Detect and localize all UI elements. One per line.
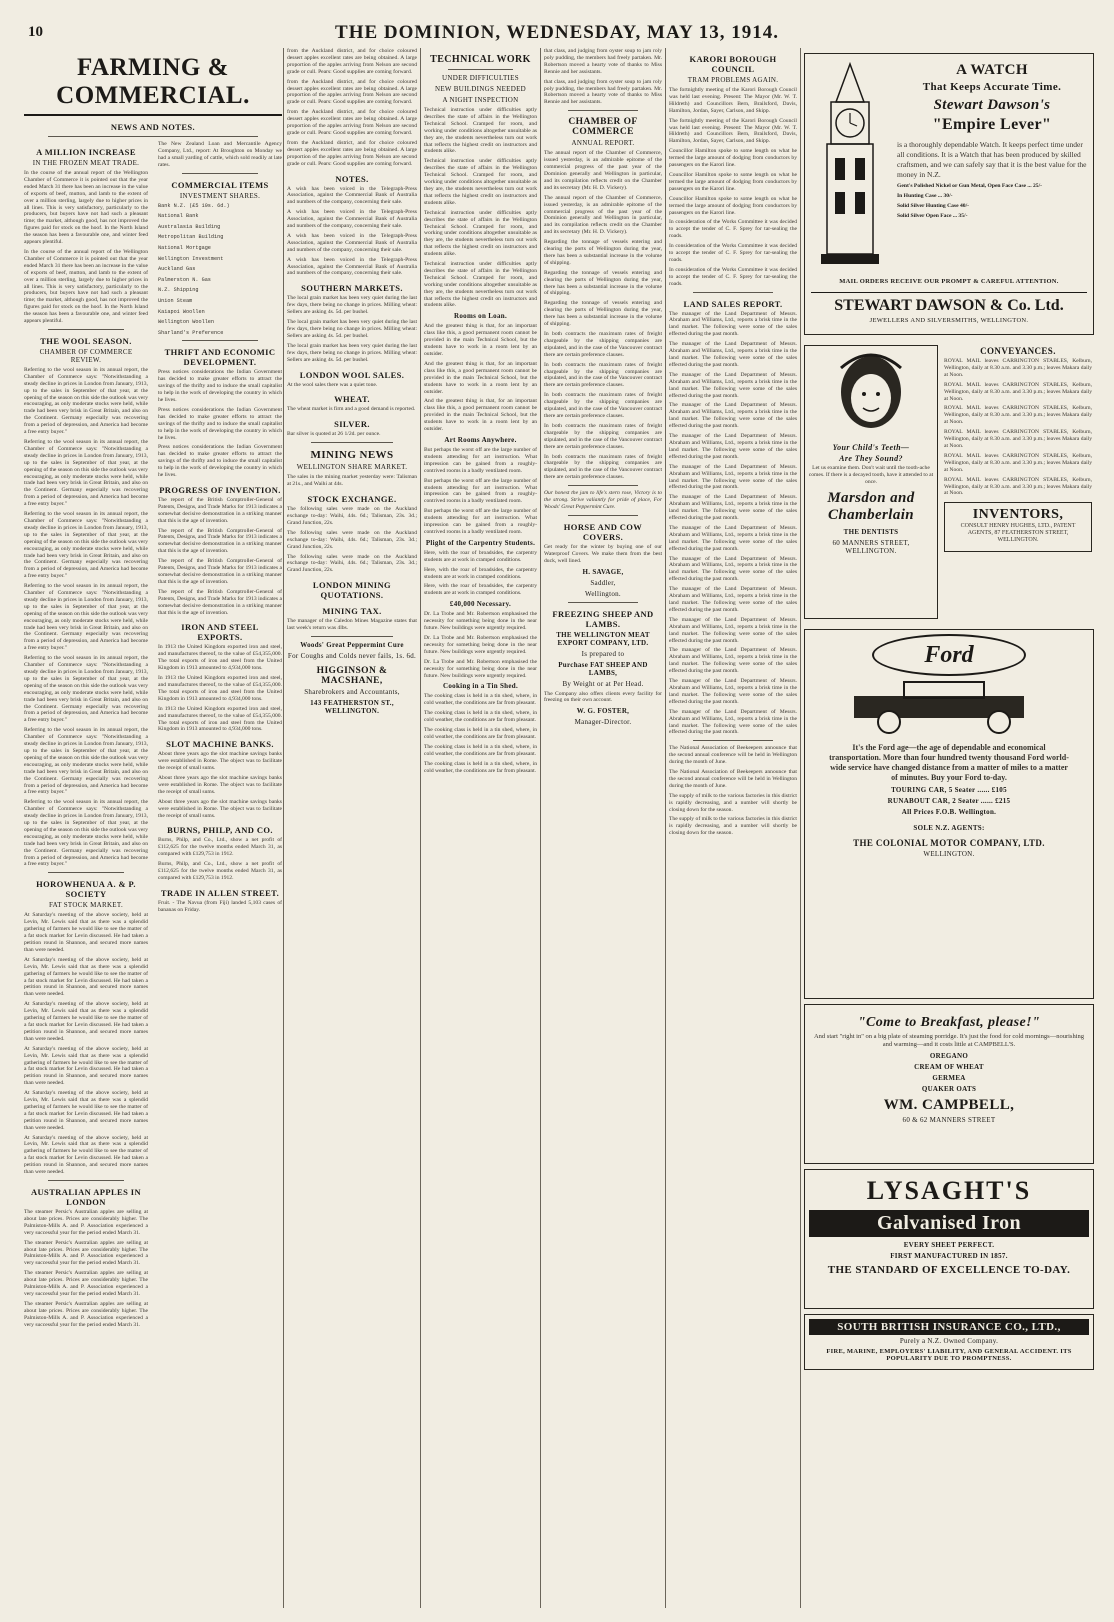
article-body: Technical instruction under difficulties aptly describes the state of affairs in the Wellington Technical School. Cramped for room, and working under conditions altogether unsuitable as they are, the students nevertheless turn out work that reflects the highest credit on instructors and students alike. <box>424 261 537 309</box>
column-rule <box>283 48 284 1608</box>
article-title: SOUTHERN MARKETS. <box>301 283 403 294</box>
article-body: The manager of the Land Department of Messrs. Abraham and Williams, Ltd., reports a brisk time in the land market. The following were some of the sales effected during the past month. <box>669 341 797 368</box>
dentist-sub: THE DENTISTS <box>843 527 899 536</box>
article-body: In the course of the annual report of the Wellington Chamber of Commerce it is pointed out that the year ended March 31 there has been an increase in the value of exports of beef, mutton, and lamb to the extent of over a million sterling, largely due to higher prices in all lines. This is very satisfactory, particularly to the producers, but buyers have not had such a pleasant time; the market, although good, has not improved the figures paid for stock on the hoof. In the North Island the season has been a favourable one, and winter feed appears plentiful. <box>24 170 148 246</box>
article-body: About three years ago the slot machine savings banks were established in Rome. The object was to facilitate the receipt of small sums. <box>158 751 282 772</box>
ad-body: ROYAL MAIL leaves CARRINGTON STABLES, Kelburn, Wellington, daily at 8.30 a.m. and 3.30 p.m.; leaves Makara daily at Noon. <box>944 381 1092 402</box>
article-body: A wish has been voiced in the Telegraph-Press Association, against the Commercial Bank of Australia and numbers of the company, concerning their sale. <box>287 256 417 277</box>
article-body: Press notices considerations the Indian Government has decided to make greater efforts to attract the savings of the thrifty and to induce the small capitalist to help in the work of developing the country in which he lives. <box>158 444 282 479</box>
article-subtitle: ANNUAL REPORT. <box>571 139 635 148</box>
article-body: About three years ago the slot machine savings banks were established in Rome. The object was to facilitate the receipt of small sums. <box>158 775 282 795</box>
article-body: Dr. La Trobe and Mr. Robertson emphasised the necessity for something being done in the near future. New buildings were urgently required. <box>424 658 537 679</box>
article-body: Dr. La Trobe and Mr. Robertson emphasised the necessity for something being done in the near future. New buildings were urgently required. <box>424 611 537 632</box>
share-row: Kaiapoi Woollen <box>158 308 205 315</box>
article-body: Councillor Hamilton spoke to some length on what he termed the large amount of dodging from conductors by passengers on the Karori line. <box>669 148 797 169</box>
article-body: In both contracts the maximum rates of freight chargeable by the shipping companies are stipulated, and in the case of the Vancouver contract there are certain preference clauses. <box>544 453 662 481</box>
ad-line: For Coughs and Colds never fails, 1s. 6d. <box>287 652 417 661</box>
ad-body: Let us examine them. Don't wait until the tooth-ache comes. If there is a decayed tooth, have it attended to at once. <box>808 465 934 485</box>
share-row: National Mortgage <box>158 245 211 251</box>
price-row: All Prices F.O.B. Wellington. <box>901 808 997 816</box>
ad-body: And start "right in" on a big plate of steaming porridge. It's just the food for cold mornings—nourishing and warming—and it costs little at CAMPBELL'S. <box>813 1033 1085 1048</box>
ad-name: W. G. FOSTER, <box>576 707 630 716</box>
article-body: In the course of the annual report of the Wellington Chamber of Commerce it is pointed out that the year ended March 31 there has been an increase in the value of exports of beef, mutton, and lamb to the extent of over a million sterling, largely due to higher prices in all lines. This is very satisfactory, particularly to the producers, but buyers have not had such a pleasant time; the market, although good, has not improved the figures paid for stock on the hoof. In the North Island the season has been a favourable one, and winter feed appears plentiful. <box>24 248 148 325</box>
article-body: At Saturday's meeting of the above society, held at Levin, Mr. Lewis said that as there was a splendid gathering of farmers he would like to see the matter of a fat stock market for Levin discussed. He had taken a petition round in Shannon, and secured more names than were needed. <box>24 956 148 998</box>
article-subtitle: WELLINGTON SHARE MARKET. <box>296 463 408 472</box>
article-body: Burns, Philp, and Co., Ltd., show a net profit of £112,625 for the twelve months ended March 31, as compared with £129,753 in 1912. <box>158 861 282 881</box>
article-body: In both contracts the maximum rates of freight chargeable by the shipping companies are stipulated, and in the case of the Vancouver contract there are certain preference clauses. <box>544 331 662 358</box>
article-body: Councillor Hamilton spoke to some length on what he termed the large amount of dodging from conductors by passengers on the Karori line. <box>669 195 797 216</box>
article-body: The manager of the Land Department of Messrs. Abraham and Williams, Ltd., reports a brisk time in the land market. The following were some of the sales effected during the past month. <box>669 586 797 613</box>
article-body: The manager of the Land Department of Messrs. Abraham and Williams, Ltd., reports a brisk time in the land market. The following were some of the sales effected during the past month. <box>669 678 797 705</box>
ad-title: SOUTH BRITISH INSURANCE CO., LTD., <box>809 1319 1089 1335</box>
ad-product: Galvanised Iron <box>809 1210 1089 1237</box>
article-body: Referring to the wool season in its annual report, the Chamber of Commerce says: "Notwithstanding a steady decline in prices in London from January, 1913, up to the sales in September of that year, at the opening of the season on this side the outlook was very encouraging, as only moderate stocks were held, while trade had been very brisk in Great Britain, and also on the Continent. Germany especially was recovering from a period of depression, and America had become a free entry buyer." <box>24 727 148 796</box>
ad-sub: EVERY SHEET PERFECT. <box>903 1241 995 1249</box>
article-title: WHEAT. <box>334 394 370 405</box>
ad-sub: Purely a N.Z. Owned Company. <box>899 1337 999 1345</box>
article-body: Here, with the roar of broadsides, the carpentry students are at work in cramped conditions. <box>424 549 537 563</box>
article-body: A wish has been voiced in the Telegraph-Press Association, against the Commercial Bank of Australia and numbers of the company, concerning their sale. <box>287 209 417 230</box>
column-advertisements <box>804 48 1094 1375</box>
article-body: About three years ago the slot machine savings banks were established in Rome. The object was to facilitate the receipt of small sums. <box>158 798 282 819</box>
article-subtitle: NEW BUILDINGS NEEDED <box>434 85 527 93</box>
article-title: CHAMBER OF COMMERCE <box>568 117 638 138</box>
article-body: The report of the British Comptroller-General of Patents, Designs, and Trade Marks for 1913 indicates a somewhat decisive demonstration in a striking manner that this is the age of invention. <box>158 588 282 616</box>
article-body: The manager of the Land Department of Messrs. Abraham and Williams, Ltd., reports a brisk time in the land market. The following were some of the sales effected during the past month. <box>669 310 797 338</box>
company-address: 60 & 62 MANNERS STREET <box>902 1116 996 1124</box>
article-body: But perhaps the worst off are the large number of students attending for art instruction. What impression can be gained from a roughly-contrived rooms in a badly ventilated room. <box>424 477 537 505</box>
insurance-ad <box>804 1314 1094 1370</box>
article-body: The local grain market has been very quiet during the last few days, there being no change in prices. Milling wheat: Sellers are asking 4s. 5d. per bushel. <box>287 295 417 316</box>
newspaper-title: THE DOMINION, WEDNESDAY, MAY 13, 1914. <box>335 22 779 43</box>
article-title: TECHNICAL WORK <box>430 54 531 65</box>
ad-body: Get ready for the winter by buying one of our Waterproof Covers. We make them from the best duck, well lined. <box>544 543 662 564</box>
ad-footer: MAIL ORDERS RECEIVE OUR PROMPT & CAREFUL ATTENTION. <box>839 278 1059 285</box>
share-row: Metropolitan Building <box>158 234 224 241</box>
ad-verse: Our honest the jam to life's stern rose, Victory is to the strong. Strive valiantly for pride of place, For Woods' Great Peppermint Cure. <box>544 490 662 510</box>
article-title: PROGRESS OF INVENTION. <box>159 484 281 495</box>
article-body: The steamer Persic's Australian apples are selling at about late prices. Prices are considerably higher. The Palmiston-Mills A. and P. Association experienced a very successful year for the period ended March 31. <box>24 1209 148 1236</box>
article-body: Regarding the tonnage of vessels entering and clearing the ports of Wellington during the year, there has been a substantial increase in the volume of shipping. <box>544 269 662 297</box>
article-body: At Saturday's meeting of the above society, held at Levin, Mr. Lewis said that as there was a splendid gathering of farmers he would like to see the matter of a fat stock market for Levin discussed. He had taken a petition round in Shannon, and secured more names than were needed. <box>24 1001 148 1042</box>
article-body: In 1913 the United Kingdom exported iron and steel, and manufactures thereof, to the value of £54,355,000. The total exports of iron and steel from the United Kingdom in 1913 amounted to 4,934,000 tons. <box>158 675 282 702</box>
article-body: Councillor Hamilton spoke to some length on what he termed the large amount of dodging from conductors by passengers on the Karori line. <box>669 171 797 192</box>
price-list <box>897 183 1087 220</box>
article-body: The manager of the Land Department of Messrs. Abraham and Williams, Ltd., reports a brisk time in the land market. The following were some of the sales effected during the past month. <box>669 524 797 552</box>
article-body: from the Auckland district, and for choice coloured dessert apples excellent rates are being obtained. A large proportion of the apples arriving from Nelson are second grade or cull. Pears: Good supplies are coming forward. <box>287 139 417 167</box>
ad-line: Woods' Great Peppermint Cure <box>300 641 404 650</box>
share-row: Auckland Gas <box>158 266 196 273</box>
ad-body: ROYAL MAIL leaves CARRINGTON STABLES, Kelburn, Wellington, daily at 8.30 a.m. and 3.30 p.m.; leaves Makara daily at Noon. <box>944 452 1092 473</box>
article-body: The sales in the mining market yesterday were: Talisman at 21s., and Waihi at 44s. <box>287 474 417 488</box>
share-row: N.Z. Shipping <box>158 287 199 294</box>
article-title: THE WOOL SEASON. <box>40 335 132 346</box>
section-title: CONVEYANCES. <box>980 346 1056 356</box>
article-body: The cooking class is held in a tin shed, where, in cold weather, the conditions are far from pleasant. <box>424 693 537 707</box>
stewart-dawson-ad <box>804 53 1094 335</box>
ad-firm-name: HIGGINSON & MACSHANE, <box>316 666 388 687</box>
article-body: The manager of the Land Department of Messrs. Abraham and Williams, Ltd., reports a brisk time in the land market. The following were some of the sales effected during the past month. <box>669 647 797 675</box>
article-title: Plight of the Carpentry Students. <box>425 538 536 547</box>
article-body: Here, with the roar of broadsides, the carpentry students are at work in cramped conditions. <box>424 566 537 580</box>
article-body: And the greatest thing is that, for an important class like this, a good permanent room cannot be provided in the main Technical School, but the students have to work in a room lent by an outsider. <box>424 398 537 433</box>
article-body: The manager of the Land Department of Messrs. Abraham and Williams, Ltd., reports a brisk time in the land market. The following were some of the sales effected during the past month. <box>669 494 797 522</box>
article-body: The report of the British Comptroller-General of Patents, Designs, and Trade Marks for 1913 indicates a somewhat decisive demonstration in a striking manner that this is the age of invention. <box>158 558 282 585</box>
inventors-ad <box>944 502 1092 552</box>
article-title: Rooms on Loan. <box>453 312 507 321</box>
article-body: Bar silver is quoted at 26 1/2d. per ounce. <box>287 431 381 438</box>
ad-body: ROYAL MAIL leaves CARRINGTON STABLES, Kelburn, Wellington, daily at 8.30 a.m. and 3.30 p.m.; leaves Makara daily at Noon. <box>944 405 1092 426</box>
article-body: In 1913 the United Kingdom exported iron and steel, and manufactures thereof, to the value of £54,355,000. The total exports of iron and steel from the United Kingdom in 1913 amounted to 4,934,000 tons. <box>158 644 282 672</box>
share-row: Union Steam <box>158 297 193 304</box>
article-body: Referring to the wool season in its annual report, the Chamber of Commerce says: "Notwithstanding a steady decline in prices in London from January, 1913, up to the sales in September of that year, at the opening of the season on this side the outlook was very encouraging, as only moderate stocks were held, while trade had been very brisk in Great Britain, and also on the Continent. Germany especially was recovering from a period of depression, and America had become a free entry buyer." <box>24 366 148 436</box>
article-body: The fortnightly meeting of the Karori Borough Council was held last evening. Present: The Mayor (Mr. W. T. Hildreth) and Councillors Bern, Brailsford, Davis, Hamilton, Jordan, Sayer, Carlson, and Skipp. <box>669 87 797 114</box>
article-subtitle: UNDER DIFFICULTIES <box>442 74 519 82</box>
article-body: The supply of milk to the various factories in this district is rapidly decreasing, and a number will shortly be closing down for the season. <box>669 816 797 837</box>
ad-title: "Come to Breakfast, please!" <box>857 1015 1041 1030</box>
subheading-news-notes: NEWS AND NOTES. <box>110 122 196 132</box>
article-title: COMMERCIAL ITEMS <box>171 179 269 190</box>
article-body: In consideration of the Works Committee it was decided to accept the tender of C. F. Sprey for tar-sealing the roads. <box>669 243 797 263</box>
article-body: Burns, Philp, and Co., Ltd., show a net profit of £112,625 for the twelve months ended March 31, as compared with £129,753 in 1912. <box>158 837 282 858</box>
article-body: The following sales were made on the Auckland exchange to-day: Waihi, 44s. 6d.; Talisman, 23s. 3d.; Grand Junction, 22s. <box>287 553 417 574</box>
article-body: But perhaps the worst off are the large number of students attending for art instruction. What impression can be gained from a roughly-contrived rooms in a badly ventilated room. <box>424 508 537 535</box>
ad-line: By Weight or at Per Head. <box>562 679 644 688</box>
article-title: MINING NEWS <box>310 449 394 462</box>
agents-label: SOLE N.Z. AGENTS: <box>913 824 985 832</box>
ad-brand: Stewart Dawson's <box>933 97 1051 113</box>
article-body: Referring to the wool season in its annual report, the Chamber of Commerce says: "Notwithstanding a steady decline in prices in London from January, 1913, up to the sales in September of that year, at the opening of the season on this side the outlook was very encouraging, as only moderate stocks were held, while trade had been very brisk in Great Britain, and also on the Continent. Germany especially was recovering from a period of depression, and America had become a free entry buyer." <box>24 583 148 652</box>
article-subtitle: IN THE FROZEN MEAT TRADE. <box>32 159 140 167</box>
child-portrait-illustration <box>810 348 932 436</box>
article-body: And the greatest thing is that, for an important class like this, a good permanent room cannot be provided in the main Technical School, but the students have to work in a room lent by an outsider. <box>424 323 537 357</box>
company-name: STEWART DAWSON & Co. Ltd. <box>834 297 1064 314</box>
agents-city: WELLINGTON. <box>923 850 975 858</box>
product-row: OREGANO <box>929 1052 969 1060</box>
article-body: But perhaps the worst off are the large number of students attending for art instruction. What impression can be gained from a roughly-contrived rooms in a badly ventilated room. <box>424 446 537 474</box>
ford-ad <box>804 629 1094 999</box>
article-subtitle: FAT STOCK MARKET. <box>48 901 123 910</box>
article-title: LONDON MINING QUOTATIONS. <box>312 580 392 601</box>
article-body: The New Zealand Loan and Mercantile Agency Company, Ltd., report: At Broughton on Monday we had a small yarding of cattle, which sold readily at late rates. <box>158 141 282 168</box>
article-body: The manager of the Land Department of Messrs. Abraham and Williams, Ltd., reports a brisk time in the land market. The following were some of the sales effected during the past month. <box>669 463 797 491</box>
ad-title: FREEZING SHEEP AND LAMBS. <box>552 608 654 629</box>
dentist-name: Marsdon and Chamberlain <box>827 489 915 523</box>
article-body: from the Auckland district, and for choice coloured dessert apples excellent rates are being obtained. A large proportion of the apples arriving from Nelson are second grade or cull. Pears: Good supplies are coming forward. <box>287 78 417 106</box>
company-sub: JEWELLERS AND SILVERSMITHS, WELLINGTON. <box>869 317 1029 324</box>
article-body: At the wool sales there was a quiet tone. <box>287 381 378 388</box>
article-body: Dr. La Trobe and Mr. Robertson emphasised the necessity for something being done in the near future. New buildings were urgently required. <box>424 635 537 655</box>
article-body: Referring to the wool season in its annual report, the Chamber of Commerce says: "Notwithstanding a steady decline in prices in London from January, 1913, up to the sales in September of that year, at the opening of the season on this side the outlook was very encouraging, as only moderate stocks were held, while trade had been very brisk in Great Britain, and also on the Continent. Germany especially was recovering from a period of depression, and America had become a free entry buyer." <box>24 655 148 724</box>
article-body: The steamer Persic's Australian apples are selling at about late prices. Prices are considerably higher. The Palmiston-Mills A. and P. Association experienced a very successful year for the period ended March 31. <box>24 1270 148 1297</box>
article-body: Press notices considerations the Indian Government has decided to make greater efforts to attract the savings of the thrifty and to induce the small capitalist to help in the work of developing the country in which he lives. <box>158 406 282 441</box>
article-body: The manager of the Land Department of Messrs. Abraham and Williams, Ltd., reports a brisk time in the land market. The following were some of the sales effected during the past month. <box>669 555 797 583</box>
article-body: At Saturday's meeting of the above society, held at Levin, Mr. Lewis said that as there was a splendid gathering of farmers he would like to see the matter of a fat stock market for Levin discussed. He had taken a petition round in Shannon, and secured more names than were needed. <box>24 1045 148 1087</box>
article-body: The local grain market has been very quiet during the last few days, there being no change in prices. Milling wheat: Sellers are asking 4s. 5d. per bushel. <box>287 342 417 363</box>
ad-sub: FIRST MANUFACTURED IN 1857. <box>890 1252 1008 1260</box>
ad-firm-address: 143 FEATHERSTON ST., WELLINGTON. <box>310 699 394 716</box>
article-body: The steamer Persic's Australian apples are selling at about late prices. Prices are considerably higher. The Palmiston-Mills A. and P. Association experienced a very successful year for the period ended March 31. <box>24 1239 148 1267</box>
article-body: At Saturday's meeting of the above society, held at Levin, Mr. Lewis said that as there was a splendid gathering of farmers he would like to see the matter of a fat stock market for Levin discussed. He had taken a petition round in Shannon, and secured more names than were needed. <box>24 1090 148 1131</box>
article-title: HOROWHENUA A. & P. SOCIETY <box>36 879 136 900</box>
article-body: Regarding the tonnage of vessels entering and clearing the ports of Wellington during the year, there has been a substantial increase in the volume of shipping. <box>544 239 662 266</box>
article-body: The following sales were made on the Auckland exchange to-day: Waihi, 44s. 6d.; Talisman, 23s. 3d.; Grand Junction, 22s. <box>287 529 417 550</box>
article-body: The wheat market is firm and a good demand is reported. <box>287 406 416 413</box>
article-title: BURNS, PHILP, AND CO. <box>167 825 273 836</box>
article-body: Fruit. - The Navua (from Fiji) landed 5,103 cases of bananas on Friday. <box>158 899 282 913</box>
article-body: Technical instruction under difficulties aptly describes the state of affairs in the Wellington Technical School. Cramped for room, and working under conditions altogether unsuitable as they are, the students nevertheless turn out work that reflects the highest credit on instructors and students alike. <box>424 209 537 258</box>
article-body: The annual report of the Chamber of Commerce, issued yesterday, is an admirable epitome of the commercial progress of the past year of the Dominion generally and Wellington in particular, and its compilation reflects credit on the Chamber and its secretary (Mr. H. D. Vickery). <box>544 194 662 236</box>
article-title: A MILLION INCREASE <box>36 147 136 157</box>
ad-line: Purchase FAT SHEEP AND LAMBS, <box>558 660 648 677</box>
article-body: The cooking class is held in a tin shed, where, in cold weather, the conditions are far from pleasant. <box>424 743 537 757</box>
ad-body: is a thoroughly dependable Watch. It keeps perfect time under all conditions. It is a Watch that has been produced by skilled craftsmen, and we can safely say that it is the best value for the money in N.Z. <box>897 140 1087 179</box>
share-row: Wellington Investment <box>158 255 224 262</box>
article-body: from the Auckland district, and for choice coloured dessert apples excellent rates are being obtained. A large proportion of the apples arriving from Nelson are second grade or cull. Pears: Good supplies are coming forward. <box>287 109 417 136</box>
ad-line: Is prepared to <box>581 649 625 658</box>
column-karori <box>669 48 797 840</box>
article-body: Technical instruction under difficulties aptly describes the state of affairs in the Wellington Technical School. Cramped for room, and working under conditions altogether unsuitable as they are, the students nevertheless turn out work that reflects the highest credit on instructors and students alike. <box>424 158 537 206</box>
ad-question: Are They Sound? <box>839 454 903 463</box>
car-illustration <box>814 676 1084 738</box>
article-title: MINING TAX. <box>322 606 382 617</box>
price-row: Solid Silver Open Face ... 35/- <box>897 212 968 219</box>
agents-company: THE COLONIAL MOTOR COMPANY, LTD. <box>853 838 1045 848</box>
price-row: RUNABOUT CAR, 2 Seater ...... £215 <box>887 797 1011 805</box>
article-title: KARORI BOROUGH COUNCIL <box>689 54 777 74</box>
share-row: Sharland's Preference <box>158 329 224 336</box>
ad-title: A WATCH <box>956 62 1028 78</box>
ad-name: H. SAVAGE, <box>582 567 624 576</box>
ad-firm-sub: Sharebrokers and Accountants, <box>304 688 400 697</box>
share-row: Australasia Building <box>158 223 221 230</box>
ad-subtitle: That Keeps Accurate Time. <box>922 81 1062 93</box>
campbell-ad <box>804 1004 1094 1164</box>
article-subtitle: CHAMBER OF COMMERCE REVIEW. <box>39 347 133 364</box>
article-body: Referring to the wool season in its annual report, the Chamber of Commerce says: "Notwithstanding a steady decline in prices in London from January, 1913, up to the sales in September of that year, at the opening of the season on this side the outlook was very encouraging, as only moderate stocks were held, while trade had been very brisk in Great Britain, and also on the Continent. Germany especially was recovering from a period of depression, and America had become a free entry buyer." <box>24 799 148 868</box>
product-list <box>809 1052 1089 1093</box>
ad-body: ROYAL MAIL leaves CARRINGTON STABLES, Kelburn, Wellington, daily at 8.30 a.m. and 3.30 p.m.; leaves Makara daily at Noon. <box>944 476 1092 497</box>
article-body: The supply of milk to the various factories in this district is rapidly decreasing, and a number will shortly be closing down for the season. <box>669 792 797 813</box>
ad-body: CONSULT HENRY HUGHES, LTD., PATENT AGENTS, 87 FEATHERSTON STREET, WELLINGTON. <box>960 523 1076 544</box>
article-body: In both contracts the maximum rates of freight chargeable by the shipping companies are stipulated, and in the case of the Vancouver contract there are certain preference clauses. <box>544 422 662 450</box>
article-title: Cooking in a Tin Shed. <box>442 682 518 691</box>
column-rule <box>665 48 666 1608</box>
article-body: that class, and judging from oyster soup to jam roly poly pudding, the members had freely partaken. Mr. Robertson moved a hearty vote of thanks to Miss Rennie and her assistants. <box>544 78 662 106</box>
dentists-ad <box>804 345 938 619</box>
article-body: The National Association of Beekeepers announce that the second annual conference will be held in Wellington during the month of June. <box>669 745 797 766</box>
article-title: AUSTRALIAN APPLES IN LONDON <box>30 1187 142 1207</box>
article-body: Referring to the wool season in its annual report, the Chamber of Commerce says: "Notwithstanding a steady decline in prices in London from January, 1913, up to the sales in September of that year, at the opening of the season on this side the outlook was very encouraging, as only moderate stocks were held, while trade had been very brisk in Great Britain, and also on the Continent. Germany especially was recovering from a period of depression, and America had become a free entry buyer." <box>24 511 148 580</box>
article-title: Art Rooms Anywhere. <box>444 435 517 444</box>
column-markets <box>287 48 417 718</box>
article-title: LAND SALES REPORT. <box>683 298 783 309</box>
article-body: The cooking class is held in a tin shed, where, in cold weather, the conditions are far from pleasant. <box>424 760 537 774</box>
lysaght-ad <box>804 1169 1094 1309</box>
article-body: The cooking class is held in a tin shed, where, in cold weather, the conditions are far from pleasant. <box>424 710 537 724</box>
article-body: The manager of the Land Department of Messrs. Abraham and Williams, Ltd., reports a brisk time in the land market. The following were some of the sales effected during the past month. <box>669 371 797 399</box>
column-farming <box>24 48 282 1332</box>
column-chamber <box>544 48 662 729</box>
article-body: The manager of the Caledon Mines Magazine states that last week's return was 4lbs. <box>287 618 417 632</box>
article-body: from the Auckland district, and for choice coloured dessert apples excellent rates are being obtained. A large proportion of the apples arriving from Nelson are second grade or cull. Pears: Good supplies are coming forward. <box>287 48 417 75</box>
share-row: Wellington Woollen <box>158 319 215 326</box>
article-title: STOCK EXCHANGE. <box>307 494 397 505</box>
share-row: National Bank <box>158 213 199 220</box>
article-body: A wish has been voiced in the Telegraph-Press Association, against the Commercial Bank of Australia and numbers of the company, concerning their sale. <box>287 185 417 206</box>
product-row: GERMEA <box>932 1074 966 1082</box>
ad-title: HORSE AND COW COVERS. <box>563 521 643 542</box>
article-body: The annual report of the Chamber of Commerce, issued yesterday, is an admirable epitome of the commercial progress of the past year of the Dominion generally and Wellington in particular, and its compilation reflects credit on the Chamber and its secretary (Mr. H. D. Vickery). <box>544 150 662 191</box>
ad-model: "Empire Lever" <box>932 116 1052 133</box>
clock-tower-illustration <box>811 62 889 267</box>
dentist-address: 60 MANNERS STREET, WELLINGTON. <box>832 538 910 555</box>
share-row: Palmerston N. Gas <box>158 276 211 283</box>
article-body: Referring to the wool season in its annual report, the Chamber of Commerce says: "Notwithstanding a steady decline in prices in London from January, 1913, up to the sales in September of that year, at the opening of the season on this side the outlook was very encouraging, as only moderate stocks were held, while trade had been very brisk in Great Britain, and also on the Continent. Germany especially was recovering from a period of depression, and America had become a free entry buyer." <box>24 439 148 508</box>
product-row: CREAM OF WHEAT <box>914 1063 984 1071</box>
article-body: And the greatest thing is that, for an important class like this, a good permanent room cannot be provided in the main Technical School, but the students have to work in a room lent by an outsider. <box>424 360 537 395</box>
ad-body: ROYAL MAIL leaves CARRINGTON STABLES, Kelburn, Wellington, daily at 8.30 a.m. and 3.30 p.m.; leaves Makara daily at Noon. <box>944 358 1092 378</box>
ford-logo: Ford <box>872 634 1026 676</box>
ad-role: Manager-Director. <box>574 718 632 727</box>
section-heading: FARMING & COMMERCIAL. <box>24 54 282 116</box>
article-body: The fortnightly meeting of the Karori Borough Council was held last evening. Present: The Mayor (Mr. W. T. Hildreth) and Councillors Bern, Brailsford, Davis, Hamilton, Jordan, Sayer, Carlson, and Skipp. <box>669 117 797 145</box>
column-rule <box>800 48 801 1608</box>
article-subtitle: A NIGHT INSPECTION <box>442 96 519 104</box>
article-body: In consideration of the Works Committee it was decided to accept the tender of C. F. Sprey for tar-sealing the roads. <box>669 219 797 240</box>
article-body: Regarding the tonnage of vessels entering and clearing the ports of Wellington during the year, there has been a substantial increase in the volume of shipping. <box>544 300 662 328</box>
article-title: £40,000 Necessary. <box>449 600 512 609</box>
article-title: SILVER. <box>334 419 370 430</box>
price-row: In Hunting Case ... 30/- <box>897 192 953 199</box>
ad-footer: FIRE, MARINE, EMPLOYERS' LIABILITY, AND GENERAL ACCIDENT. ITS POPULARITY DUE TO PROMPTNESS. <box>826 1348 1072 1362</box>
share-row: Bank N.Z. (£5 10s. 6d.) <box>158 202 230 209</box>
article-body: The manager of the Land Department of Messrs. Abraham and Williams, Ltd., reports a brisk time in the land market. The following were some of the sales effected during the past month. <box>669 708 797 736</box>
ad-body: ROYAL MAIL leaves CARRINGTON STABLES, Kelburn, Wellington, daily at 8.30 a.m. and 3.30 p.m.; leaves Makara daily at Noon. <box>944 429 1092 449</box>
ad-company: THE WELLINGTON MEAT EXPORT COMPANY, LTD. <box>556 630 650 647</box>
article-title: LONDON WOOL SALES. <box>299 369 405 380</box>
article-body: The local grain market has been very quiet during the last few days, there being no change in prices. Milling wheat: Sellers are asking 4s. 5d. per bushel. <box>287 319 417 339</box>
article-body: At Saturday's meeting of the above society, held at Levin, Mr. Lewis said that as there was a splendid gathering of farmers he would like to see the matter of a fat stock market for Levin discussed. He had taken a petition round in Shannon, and secured more names than were needed. <box>24 1134 148 1176</box>
article-subtitle: TRAM PROBLEMS AGAIN. <box>687 76 779 84</box>
price-row: Gent's Polished Nickel or Gun Metal, Open Face Case ... 25/- <box>897 183 1043 189</box>
article-body: The steamer Persic's Australian apples are selling at about late prices. Prices are considerably higher. The Palmiston-Mills A. and P. Association experienced a very successful year for the period ended March 31. <box>24 1300 148 1328</box>
article-body: The manager of the Land Department of Messrs. Abraham and Williams, Ltd., reports a brisk time in the land market. The following were some of the sales effected during the past month. <box>669 616 797 644</box>
article-body: The manager of the Land Department of Messrs. Abraham and Williams, Ltd., reports a brisk time in the land market. The following were some of the sales effected during the past month. <box>669 433 797 460</box>
ad-body: The Company also offers clients every facility for freezing on their own account. <box>544 690 662 704</box>
article-title: IRON AND STEEL EXPORTS. <box>181 622 259 643</box>
ad-question: Your Child's Teeth— <box>832 443 910 452</box>
article-body: In both contracts the maximum rates of freight chargeable by the shipping companies are stipulated, and in the case of the Vancouver contract there are certain preference clauses. <box>544 361 662 389</box>
ad-place: Wellington. <box>585 589 621 598</box>
column-technical <box>424 48 537 778</box>
company-name: WM. CAMPBELL, <box>883 1097 1015 1113</box>
article-body: The manager of the Land Department of Messrs. Abraham and Williams, Ltd., reports a brisk time in the land market. The following were some of the sales effected during the past month. <box>669 402 797 430</box>
masthead <box>22 18 1092 48</box>
product-row: QUAKER OATS <box>921 1085 977 1093</box>
article-body: The National Association of Beekeepers announce that the second annual conference will be held in Wellington during the month of June. <box>669 769 797 789</box>
column-rule <box>420 48 421 1608</box>
article-body: The cooking class is held in a tin shed, where, in cold weather, the conditions are far from pleasant. <box>424 727 537 740</box>
article-body: In consideration of the Works Committee it was decided to accept the tender of C. F. Sprey for tar-sealing the roads. <box>669 266 797 287</box>
ad-title: LYSAGHT'S <box>866 1176 1032 1205</box>
article-title: THRIFT AND ECONOMIC DEVELOPMENT. <box>164 347 276 368</box>
article-title: NOTES. <box>335 173 369 184</box>
shares-table <box>158 203 282 337</box>
article-body: In both contracts the maximum rates of freight chargeable by the shipping companies are stipulated, and in the case of the Vancouver contract there are certain preference clauses. <box>544 392 662 419</box>
article-title: SLOT MACHINE BANKS. <box>166 739 274 750</box>
article-body: Technical instruction under difficulties aptly describes the state of affairs in the Wellington Technical School. Cramped for room, and working under conditions altogether unsuitable as they are, the students nevertheless turn out work that reflects the highest credit on instructors and students alike. <box>424 107 537 155</box>
article-body: that class, and judging from oyster soup to jam roly poly pudding, the members had freely partaken. Mr. Robertson moved a hearty vote of thanks to Miss Rennie and her assistants. <box>544 48 662 75</box>
column-rule <box>540 48 541 1608</box>
article-body: The following sales were made on the Auckland exchange to-day: Waihi, 44s. 6d.; Talisman, 23s. 3d.; Grand Junction, 22s. <box>287 506 417 526</box>
article-body: A wish has been voiced in the Telegraph-Press Association, against the Commercial Bank of Australia and numbers of the company, concerning their sale. <box>287 232 417 253</box>
page-number: 10 <box>28 24 43 40</box>
article-body: In 1913 the United Kingdom exported iron and steel, and manufactures thereof, to the value of £54,355,000. The total exports of iron and steel from the United Kingdom in 1913 amounted to 4,934,000 tons. <box>158 705 282 733</box>
price-list <box>809 786 1089 816</box>
price-row: TOURING CAR, 5 Seater ...... £105 <box>891 786 1007 794</box>
article-title: TRADE IN ALLEN STREET. <box>160 887 280 898</box>
article-body: At Saturday's meeting of the above society, held at Levin, Mr. Lewis said that as there was a splendid gathering of farmers he would like to see the matter of a fat stock market for Levin discussed. He had taken a petition round in Shannon, and secured more names than were needed. <box>24 912 148 953</box>
ad-footer: THE STANDARD OF EXCELLENCE TO-DAY. <box>827 1264 1071 1276</box>
ad-body: It's the Ford age—the age of dependable and economical transportation. More than four hundred twenty thousand Ford world-wide service have changed distance from a matter of miles to a matter of minutes. Buy your Ford to-day. <box>829 743 1069 782</box>
article-body: The report of the British Comptroller-General of Patents, Designs, and Trade Marks for 1913 indicates a somewhat decisive demonstration in a striking manner that this is the age of invention. <box>158 527 282 555</box>
article-body: Press notices considerations the Indian Government has decided to make greater efforts to attract the savings of the thrifty and to induce the small capitalist to help in the work of developing the country in which he lives. <box>158 369 282 403</box>
article-body: Here, with the roar of broadsides, the carpentry students are at work in cramped conditions. <box>424 583 537 597</box>
ad-role: Saddler, <box>590 578 616 587</box>
price-row: Solid Silver Hunting Case 40/- <box>897 202 970 209</box>
article-body: The report of the British Comptroller-General of Patents, Designs, and Trade Marks for 1913 indicates a somewhat decisive demonstration in a striking manner that this is the age of invention. <box>158 496 282 524</box>
article-subtitle: INVESTMENT SHARES. <box>179 191 261 200</box>
ad-title: INVENTORS, <box>972 507 1064 523</box>
